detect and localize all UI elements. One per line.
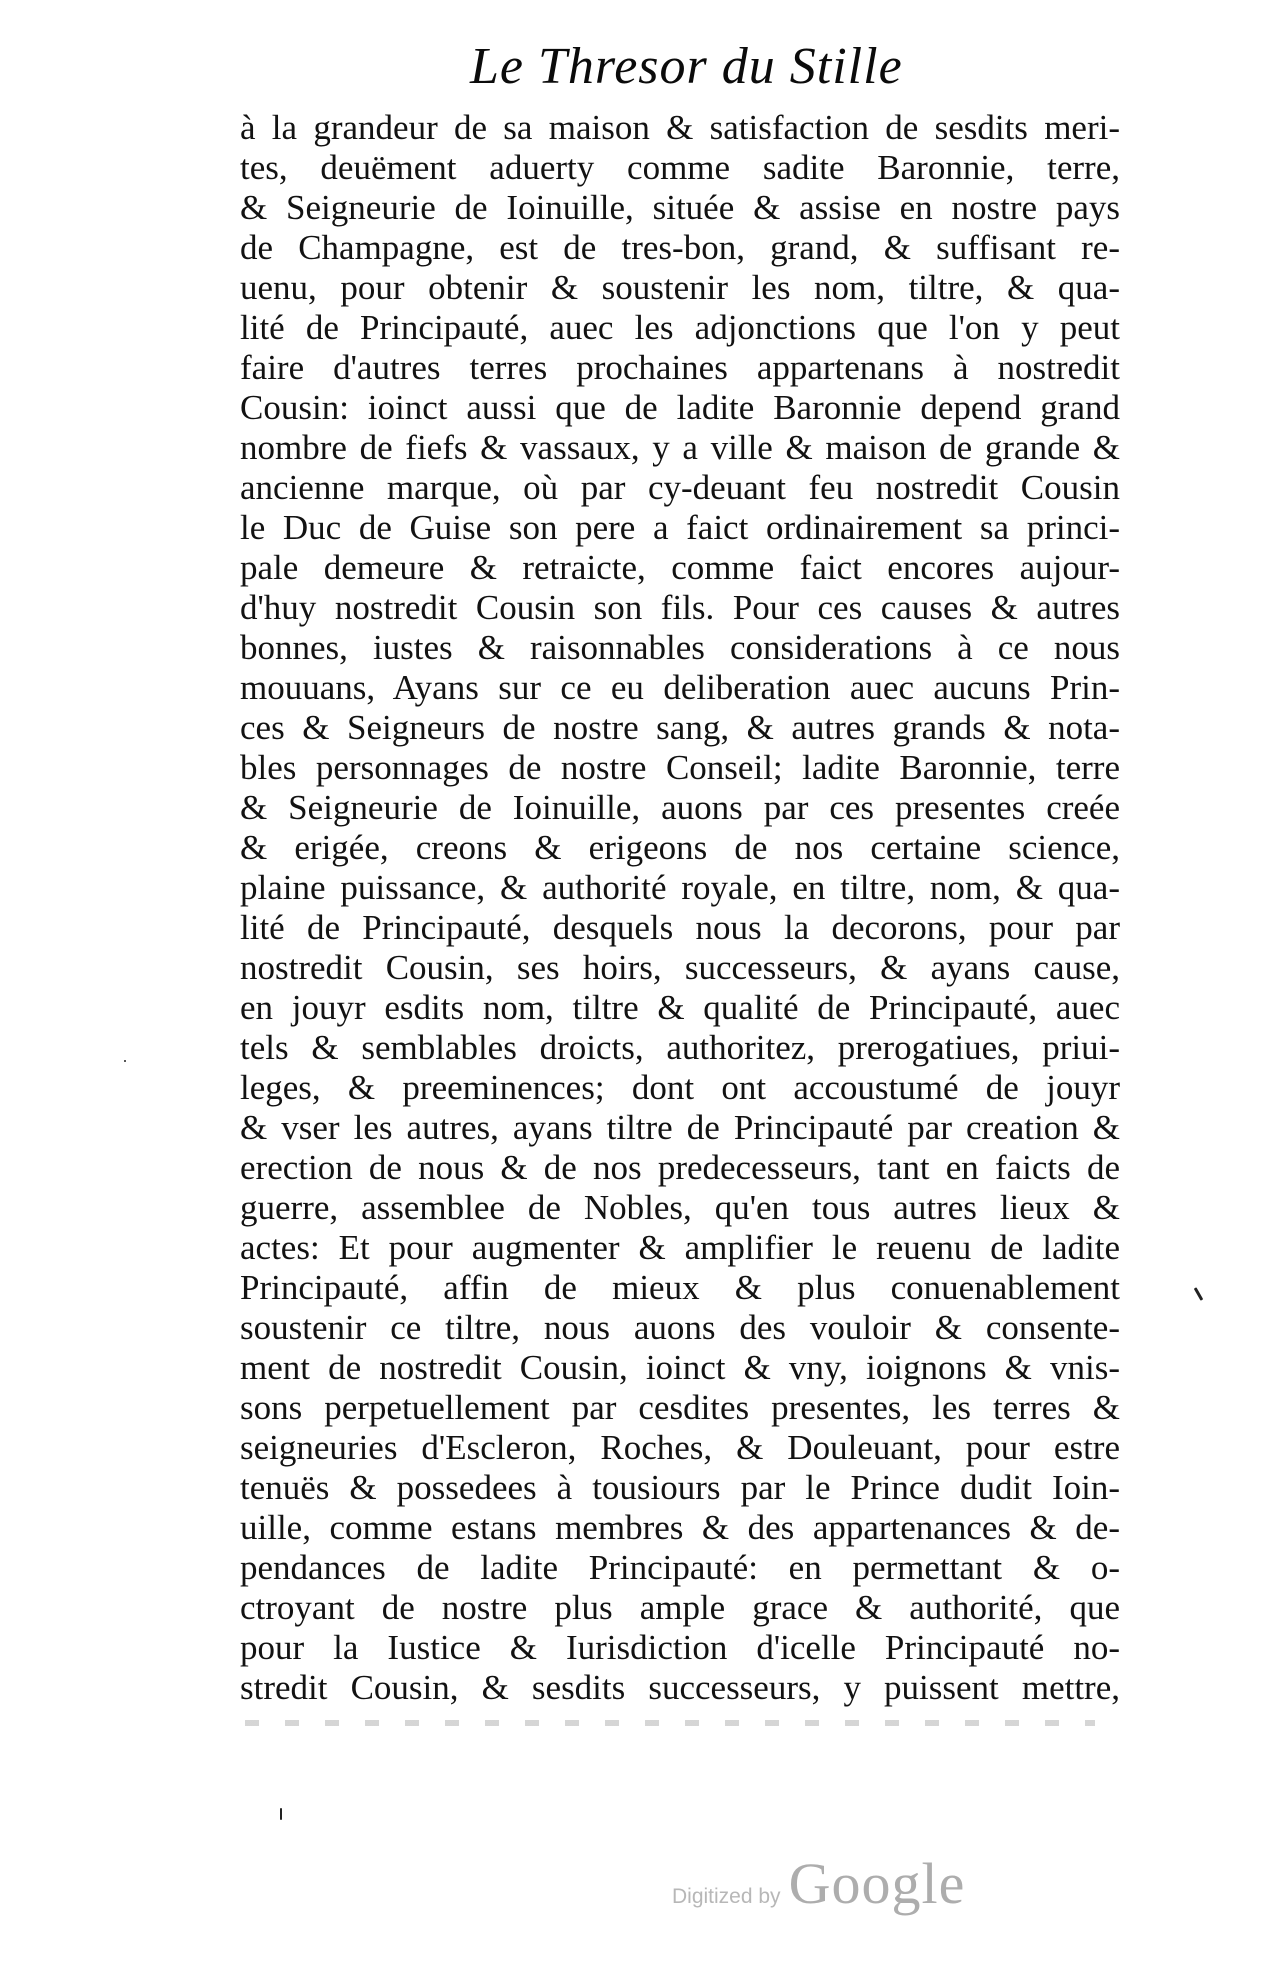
text-line: pour la Iustice & Iurisdiction d'icelle Principauté no- — [240, 1628, 1120, 1667]
text-line: uenu, pour obtenir & soustenir les nom, tiltre, & qua- — [240, 268, 1120, 307]
text-line: bonnes, iustes & raisonnables considerations à ce nous — [240, 628, 1120, 667]
text-line: Cousin: ioinct aussi que de ladite Baronnie depend grand — [240, 388, 1120, 427]
text-line: seigneuries d'Escleron, Roches, & Douleuant, pour estre — [240, 1428, 1120, 1467]
text-line: & vser les autres, ayans tiltre de Principauté par creation & — [240, 1108, 1120, 1147]
text-line: nostredit Cousin, ses hoirs, successeurs, & ayans cause, — [240, 948, 1120, 987]
text-line: plaine puissance, & authorité royale, en tiltre, nom, & qua- — [240, 868, 1120, 907]
text-line: ancienne marque, où par cy-deuant feu nostredit Cousin — [240, 468, 1120, 507]
digitized-by-label: Digitized by — [672, 1885, 781, 1908]
text-line: tels & semblables droicts, authoritez, prerogatiues, priui- — [240, 1028, 1120, 1067]
text-line: lité de Principauté, desquels nous la decorons, pour par — [240, 908, 1120, 947]
text-line: & Seigneurie de Ioinuille, auons par ces presentes creée — [240, 788, 1120, 827]
text-line: pendances de ladite Principauté: en permettant & o- — [240, 1548, 1120, 1587]
ink-speck — [1194, 1287, 1204, 1301]
text-line: soustenir ce tiltre, nous auons des vouloir & consente- — [240, 1308, 1120, 1347]
google-logo: Google — [788, 1851, 966, 1916]
bleed-through-smudge — [245, 1720, 1095, 1726]
text-line: faire d'autres terres prochaines appartenans à nostredit — [240, 348, 1120, 387]
text-line: erection de nous & de nos predecesseurs, tant en faicts de — [240, 1148, 1120, 1187]
text-line: le Duc de Guise son pere a faict ordinairement sa princi- — [240, 508, 1120, 547]
text-line: tes, deuëment aduerty comme sadite Baronnie, terre, — [240, 148, 1120, 187]
text-line: d'huy nostredit Cousin son fils. Pour ces causes & autres — [240, 588, 1120, 627]
text-line: uille, comme estans membres & des appartenances & de- — [240, 1508, 1120, 1547]
text-line: ment de nostredit Cousin, ioinct & vny, ioignons & vnis- — [240, 1348, 1120, 1387]
text-line: & erigée, creons & erigeons de nos certaine science, — [240, 828, 1120, 867]
text-line: pale demeure & retraicte, comme faict encores aujour- — [240, 548, 1120, 587]
text-line: à la grandeur de sa maison & satisfaction de sesdits meri- — [240, 108, 1120, 147]
text-line: en jouyr esdits nom, tiltre & qualité de Principauté, auec — [240, 988, 1120, 1027]
text-line: tenuës & possedees à tousiours par le Prince dudit Ioin- — [240, 1468, 1120, 1507]
text-line: leges, & preeminences; dont ont accoustumé de jouyr — [240, 1068, 1120, 1107]
running-head-title: Le Thresor du Stille — [470, 38, 903, 95]
text-line: ctroyant de nostre plus ample grace & authorité, que — [240, 1588, 1120, 1627]
text-line: stredit Cousin, & sesdits successeurs, y puissent mettre, — [240, 1668, 1120, 1707]
ink-speck — [280, 1808, 282, 1820]
text-line: Principauté, affin de mieux & plus conuenablement — [240, 1268, 1120, 1307]
text-line: ces & Seigneurs de nostre sang, & autres grands & nota- — [240, 708, 1120, 747]
text-line: guerre, assemblee de Nobles, qu'en tous autres lieux & — [240, 1188, 1120, 1227]
text-line: & Seigneurie de Ioinuille, située & assise en nostre pays — [240, 188, 1120, 227]
text-line: lité de Principauté, auec les adjonctions que l'on y peut — [240, 308, 1120, 347]
text-line: de Champagne, est de tres-bon, grand, & suffisant re- — [240, 228, 1120, 267]
digitization-watermark — [672, 1850, 965, 1917]
ink-speck — [124, 1060, 126, 1062]
body-text — [240, 108, 1120, 1708]
text-line: nombre de fiefs & vassaux, y a ville & maison de grande & — [240, 428, 1120, 467]
text-line: bles personnages de nostre Conseil; ladite Baronnie, terre — [240, 748, 1120, 787]
text-line: mouuans, Ayans sur ce eu deliberation auec aucuns Prin- — [240, 668, 1120, 707]
text-line: sons perpetuellement par cesdites presentes, les terres & — [240, 1388, 1120, 1427]
text-line: actes: Et pour augmenter & amplifier le reuenu de ladite — [240, 1228, 1120, 1267]
